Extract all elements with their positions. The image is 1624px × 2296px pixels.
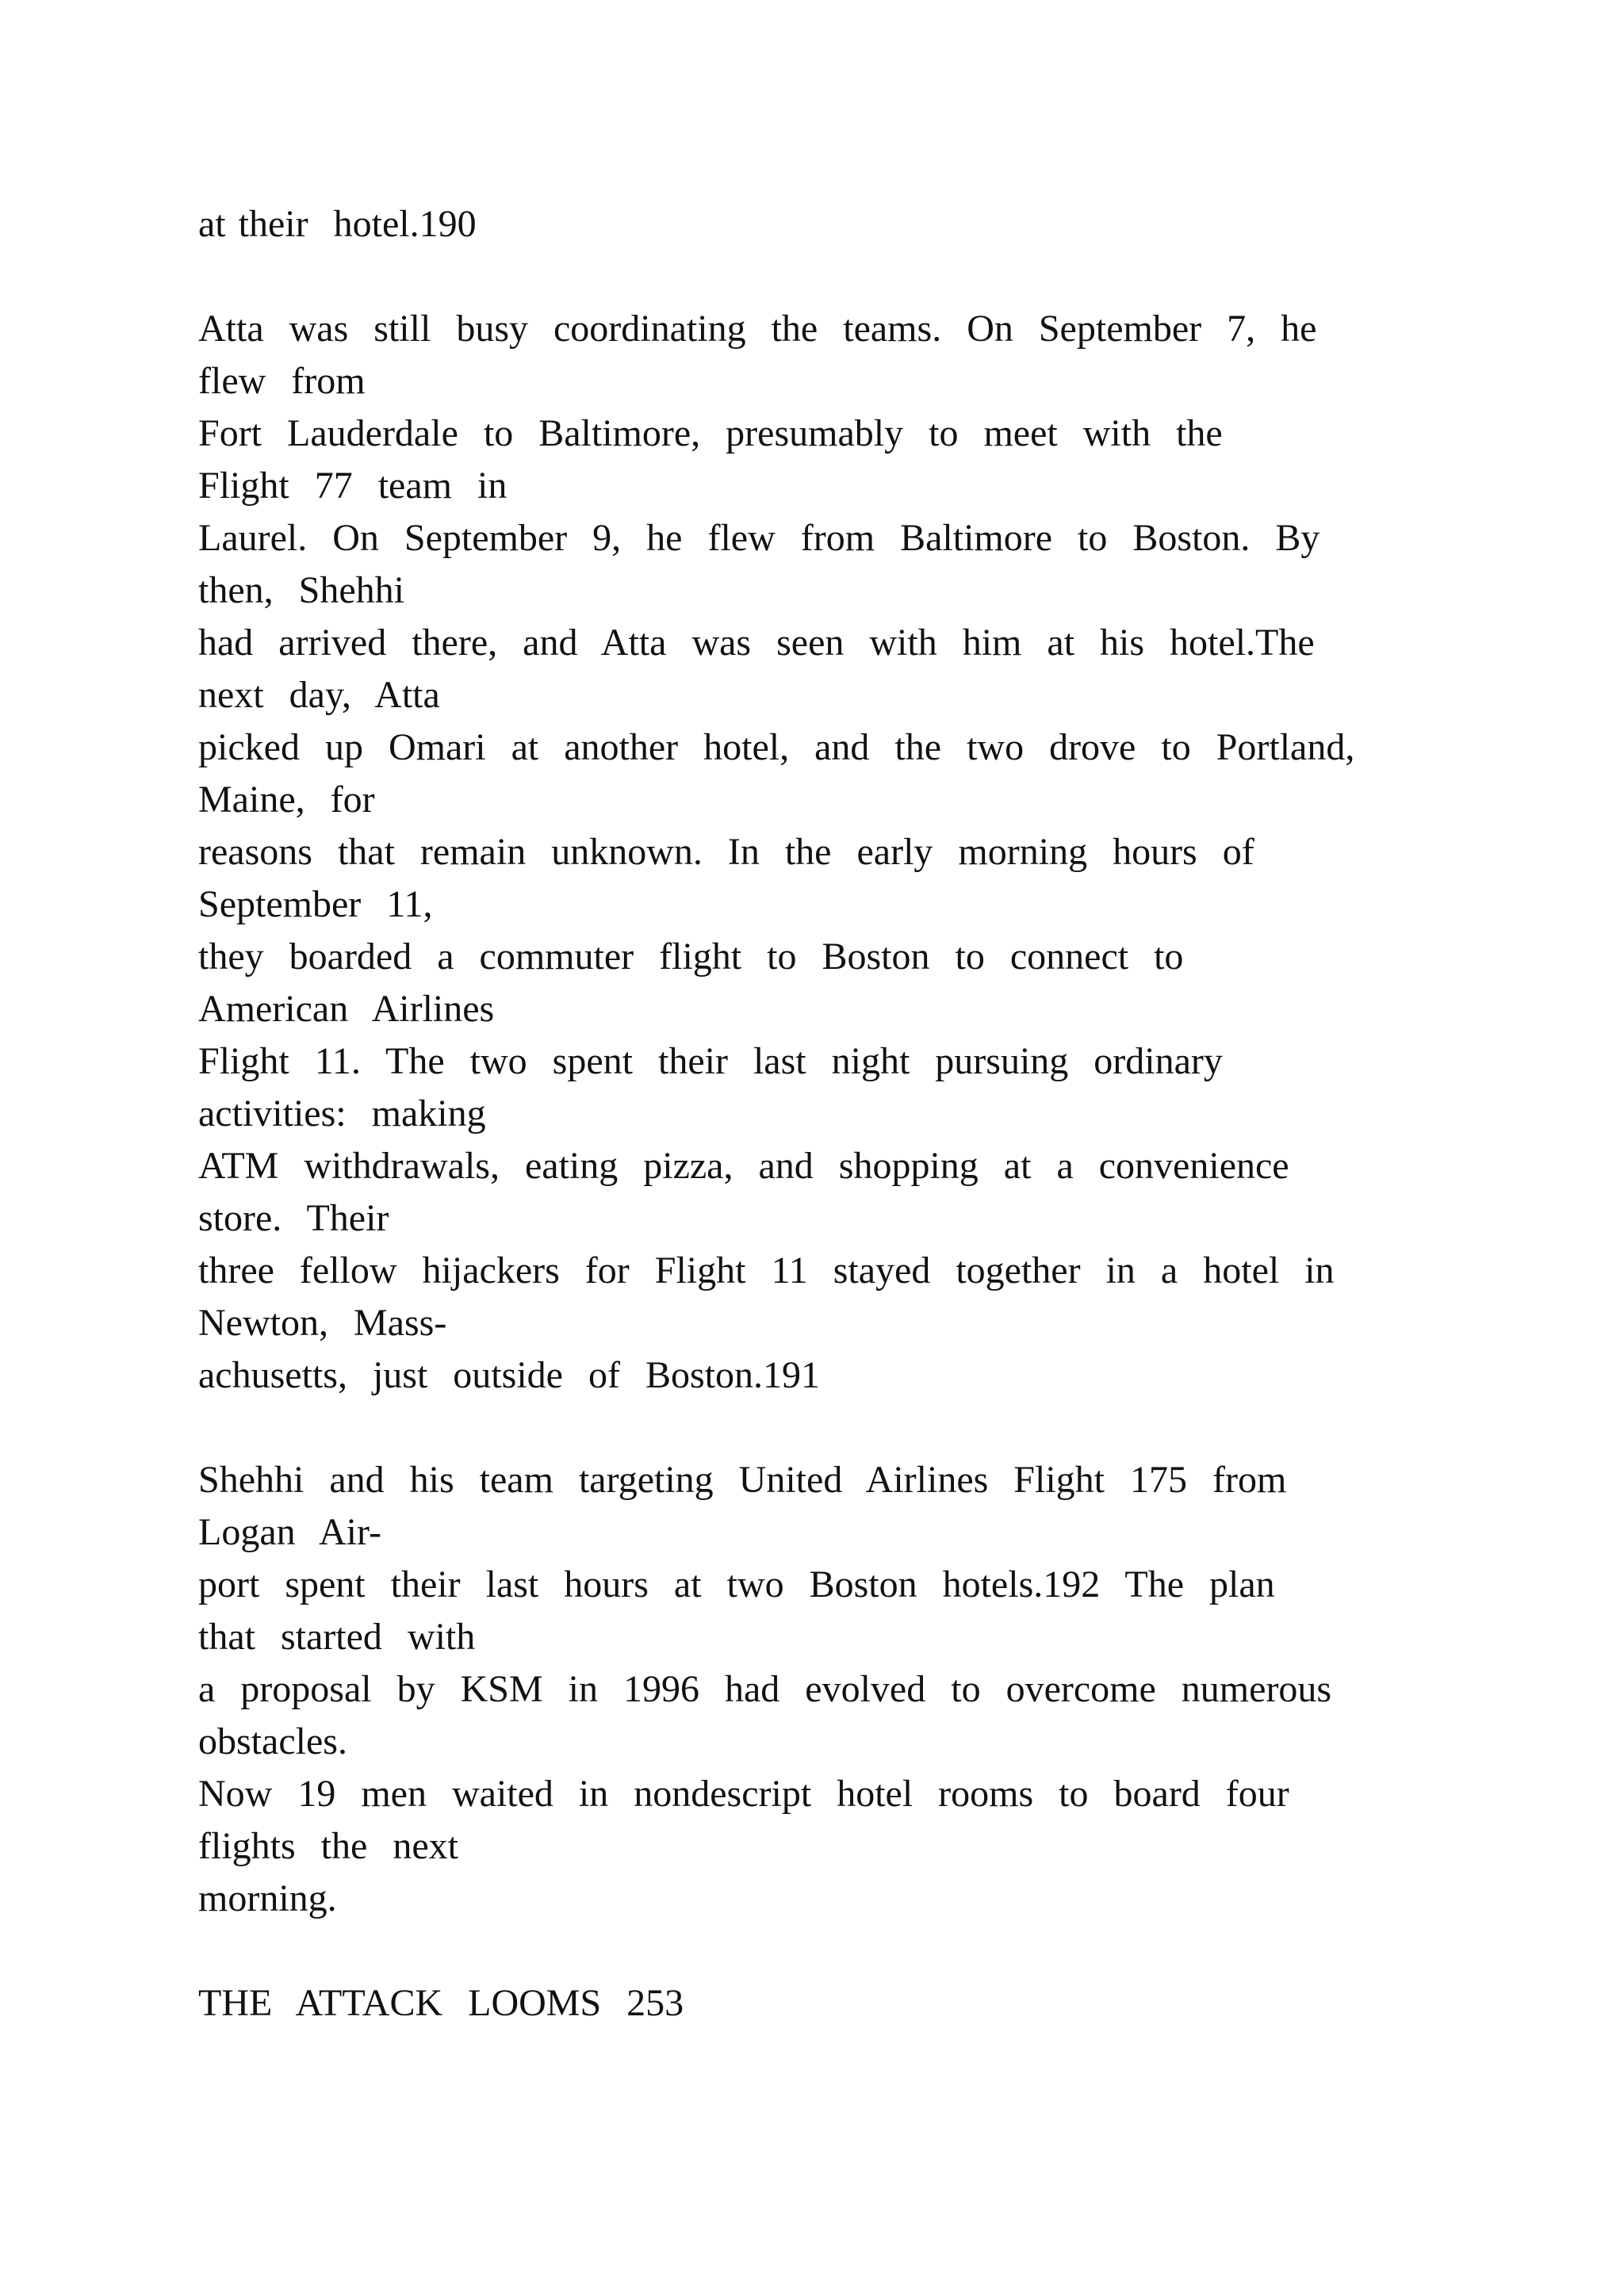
text-line: flew from: [198, 360, 366, 402]
text-line: Atta was still busy coordinating the teams. On September 7, he: [198, 308, 1317, 350]
text-line: they boarded a commuter flight to Boston to connect to: [198, 936, 1184, 978]
text-line: had arrived there, and Atta was seen with him at his hotel.The: [198, 622, 1315, 664]
text-line: activities: making: [198, 1093, 486, 1135]
text-line: then, Shehhi: [198, 569, 404, 611]
text-line: store. Their: [198, 1197, 389, 1239]
document-page: [198, 198, 1467, 2030]
text-line: flights the next: [198, 1825, 458, 1867]
text-line: Flight 11. The two spent their last night pursuing ordinary: [198, 1040, 1223, 1082]
paragraph-gap: [198, 1402, 1467, 1454]
paragraph-gap: [198, 251, 1467, 303]
text-line: next day, Atta: [198, 674, 440, 716]
text-line: port spent their last hours at two Boston hotels.192 The plan: [198, 1563, 1275, 1605]
text-line: American Airlines: [198, 988, 495, 1030]
text-line: achusetts, just outside of Boston.191: [198, 1354, 820, 1396]
text-line: Shehhi and his team targeting United Airlines Flight 175 from: [198, 1459, 1287, 1501]
text-line: Newton, Mass-: [198, 1302, 447, 1344]
page-footer: THE ATTACK LOOMS 253: [198, 1982, 684, 2024]
text-line: three fellow hijackers for Flight 11 stayed together in a hotel in: [198, 1249, 1335, 1292]
text-line: Fort Lauderdale to Baltimore, presumably to meet with the: [198, 412, 1223, 454]
text-line: Laurel. On September 9, he flew from Baltimore to Boston. By: [198, 517, 1320, 559]
text-line: September 11,: [198, 883, 433, 925]
text-line: Now 19 men waited in nondescript hotel rooms to board four: [198, 1773, 1289, 1815]
text-line: at their hotel.190: [198, 203, 477, 245]
text-line: morning.: [198, 1877, 337, 1919]
text-line: picked up Omari at another hotel, and the two drove to Portland,: [198, 726, 1355, 768]
paragraph-gap: [198, 1925, 1467, 1977]
text-line: Logan Air-: [198, 1511, 381, 1553]
text-line: Maine, for: [198, 779, 375, 821]
text-line: obstacles.: [198, 1720, 347, 1762]
text-line: ATM withdrawals, eating pizza, and shopping at a convenience: [198, 1145, 1289, 1187]
text-line: that started with: [198, 1616, 476, 1658]
text-line: reasons that remain unknown. In the early morning hours of: [198, 831, 1254, 873]
text-line: Flight 77 team in: [198, 465, 508, 507]
text-line: a proposal by KSM in 1996 had evolved to overcome numerous: [198, 1668, 1332, 1710]
